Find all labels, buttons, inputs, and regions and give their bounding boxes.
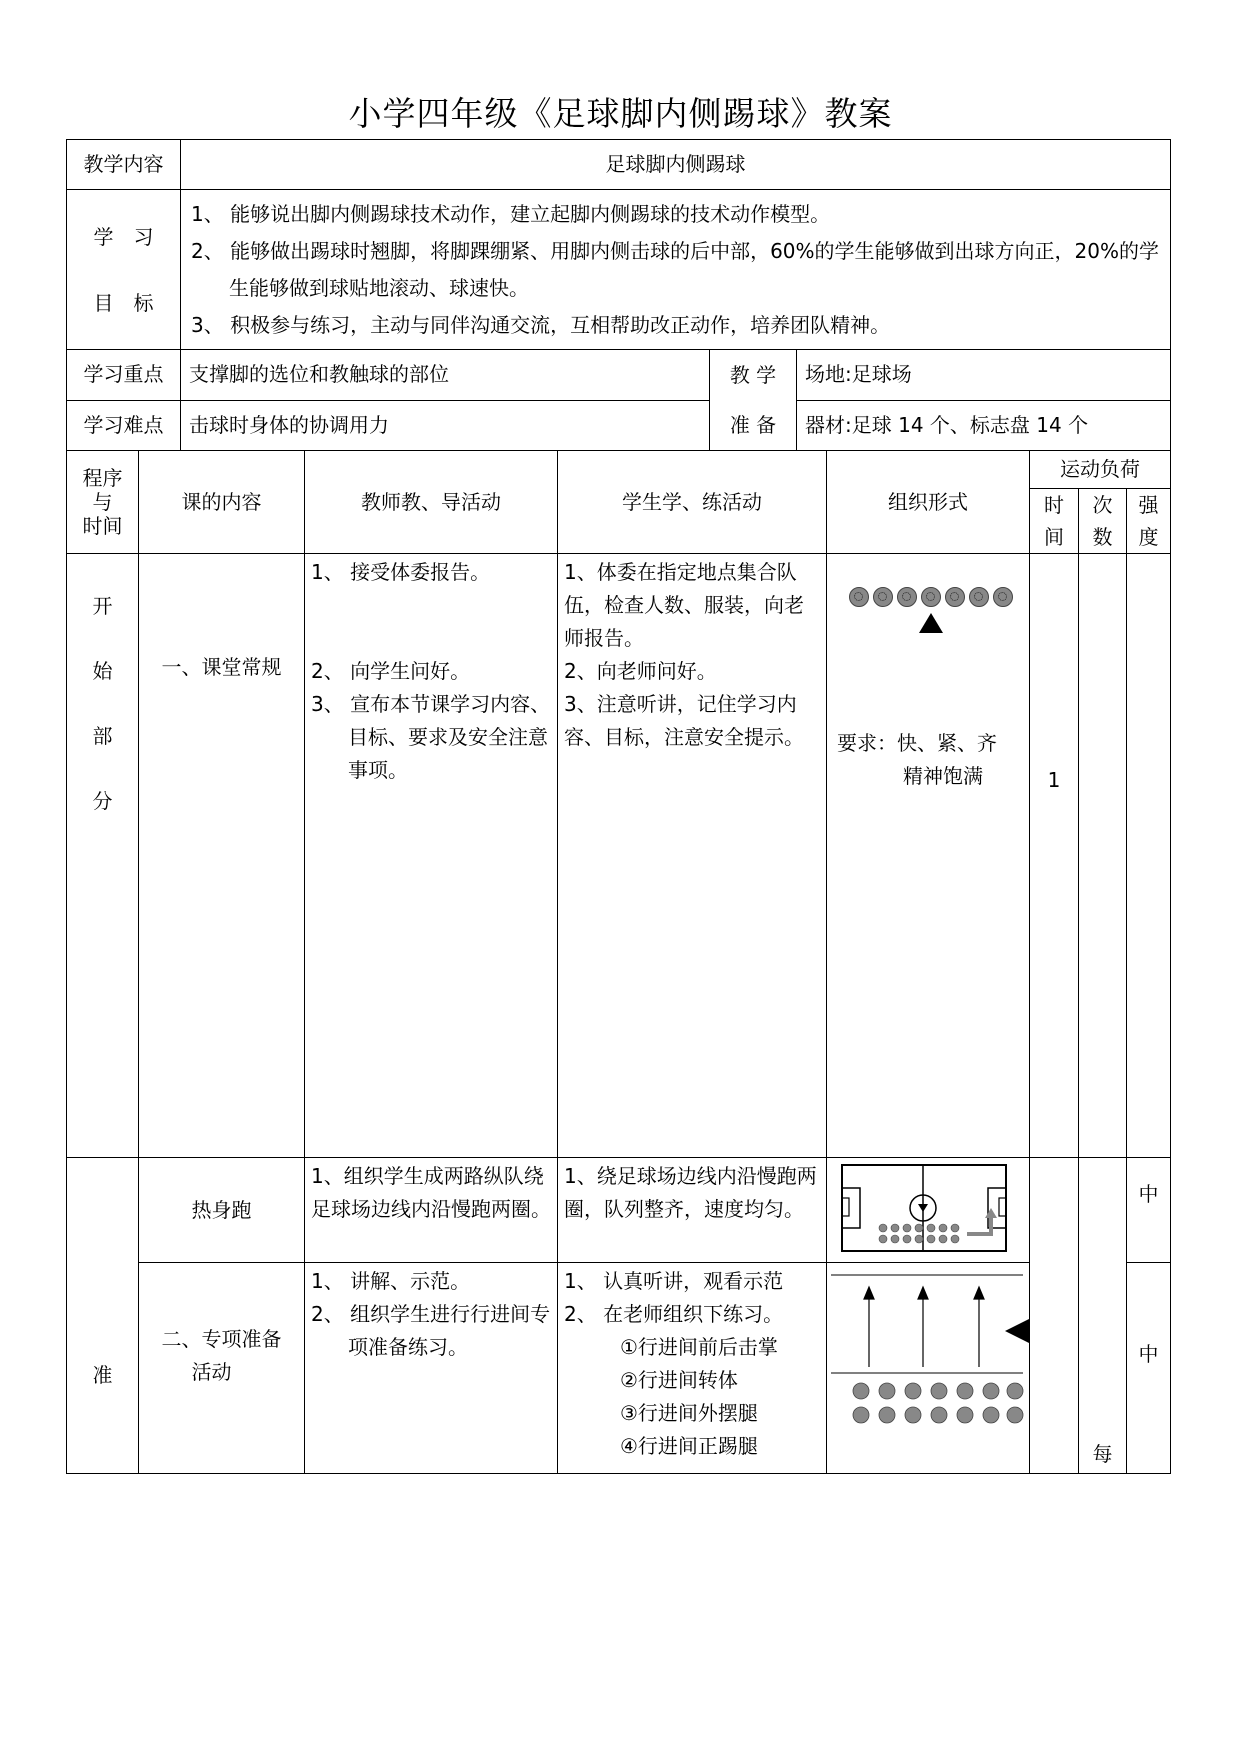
load-intensity: 中	[1127, 1263, 1171, 1474]
stage-prep: 准	[67, 1158, 139, 1474]
difficulty-label: 学习难点	[67, 400, 181, 451]
header-load-time: 时 间	[1030, 489, 1079, 554]
drill-item: ②行进间转体	[620, 1368, 738, 1392]
objective-item: 3、 积极参与练习，主动与同伴沟通交流，互相帮助改正动作，培养团队精神。	[191, 312, 891, 337]
load-time	[1030, 1158, 1079, 1474]
header-load-intensity: 强 度	[1127, 489, 1171, 554]
teacher-triangle-icon	[919, 613, 943, 633]
org-requirement: 要求：快、紧、齐	[837, 730, 997, 755]
content-value: 足球脚内侧踢球	[181, 140, 1171, 190]
section-content: 热身跑	[139, 1158, 305, 1263]
header-procedure: 程序 与 时间	[67, 451, 139, 554]
teacher-item: 3、 宣布本节课学习内容、目标、要求及安全注意事项。	[311, 692, 551, 782]
load-count	[1079, 554, 1127, 1158]
lesson-info-table	[66, 139, 1171, 451]
prep-label: 教 学 准 备	[710, 350, 797, 451]
header-student: 学生学、练活动	[558, 451, 827, 554]
objective-item: 2、 能够做出踢球时翘脚，将脚踝绷紧、用脚内侧击球的后中部，60%的学生能够做到出球方向正，20%的学生能够做到球贴地滚动、球速快。	[191, 238, 1159, 300]
teacher-item: 2、 向学生问好。	[311, 659, 471, 683]
load-count: 每	[1079, 1158, 1127, 1474]
drill-diagram	[827, 1263, 1030, 1474]
teacher-item: 1、组织学生成两路纵队绕足球场边线内沿慢跑两圈。	[311, 1164, 551, 1221]
org-requirement-2: 精神饱满	[903, 763, 983, 788]
header-content: 课的内容	[139, 451, 305, 554]
teacher-activities	[305, 1263, 558, 1474]
organization-start	[827, 554, 1030, 1158]
header-load: 运动负荷	[1030, 451, 1171, 489]
objective-item: 1、 能够说出脚内侧踢球技术动作，建立起脚内侧踢球的技术动作模型。	[191, 201, 831, 226]
student-item: 2、 在老师组织下练习。	[564, 1302, 784, 1326]
teacher-item: 1、 接受体委报告。	[311, 560, 491, 584]
student-item: 1、绕足球场边线内沿慢跑两圈，队列整齐，速度均匀。	[564, 1164, 817, 1221]
student-item: 1、体委在指定地点集合队伍，检查人数、服装，向老师报告。	[564, 560, 804, 650]
prep-equipment: 器材:足球 14 个、标志盘 14 个	[797, 400, 1171, 451]
content-label: 教学内容	[67, 140, 181, 190]
load-intensity: 中	[1127, 1158, 1171, 1263]
drill-item: ④行进间正踢腿	[620, 1434, 758, 1458]
teacher-item: 1、 讲解、示范。	[311, 1269, 471, 1293]
teacher-activities	[305, 554, 558, 1158]
student-activities	[558, 1158, 827, 1263]
student-item: 1、 认真听讲，观看示范	[564, 1269, 784, 1293]
stage-start: 开 始 部 分	[67, 554, 139, 1158]
drill-item: ①行进间前后击掌	[620, 1335, 778, 1359]
student-activities	[558, 1263, 827, 1474]
header-load-count: 次 数	[1079, 489, 1127, 554]
teacher-item: 2、 组织学生进行行进间专项准备练习。	[311, 1302, 551, 1359]
objectives-list	[181, 190, 1171, 350]
header-organization: 组织形式	[827, 451, 1030, 554]
lesson-plan-table	[66, 450, 1171, 1474]
soccer-field-diagram	[827, 1158, 1030, 1263]
section-content: 二、专项准备 活动	[139, 1263, 305, 1474]
drill-item: ③行进间外摆腿	[620, 1401, 758, 1425]
teacher-marker-icon	[1005, 1319, 1029, 1343]
teacher-activities	[305, 1158, 558, 1263]
key-point-label: 学习重点	[67, 350, 181, 401]
student-item: 2、向老师问好。	[564, 659, 717, 683]
drill-svg	[827, 1263, 1030, 1463]
student-item: 3、注意听讲，记住学习内容、目标，注意安全提示。	[564, 692, 804, 749]
load-intensity	[1127, 554, 1171, 1158]
difficulty-value: 击球时身体的协调用力	[181, 400, 710, 451]
load-time: 1	[1030, 554, 1079, 1158]
page-title: 小学四年级《足球脚内侧踢球》教案	[348, 94, 893, 133]
student-activities	[558, 554, 827, 1158]
student-formation	[837, 584, 1025, 607]
prep-venue: 场地:足球场	[797, 350, 1171, 401]
header-teacher: 教师教、导活动	[305, 451, 558, 554]
objectives-label: 学 习 目 标	[67, 190, 181, 350]
field-svg	[841, 1164, 1009, 1252]
section-content: 一、课堂常规	[139, 554, 305, 1158]
key-point-value: 支撑脚的选位和教触球的部位	[181, 350, 710, 401]
